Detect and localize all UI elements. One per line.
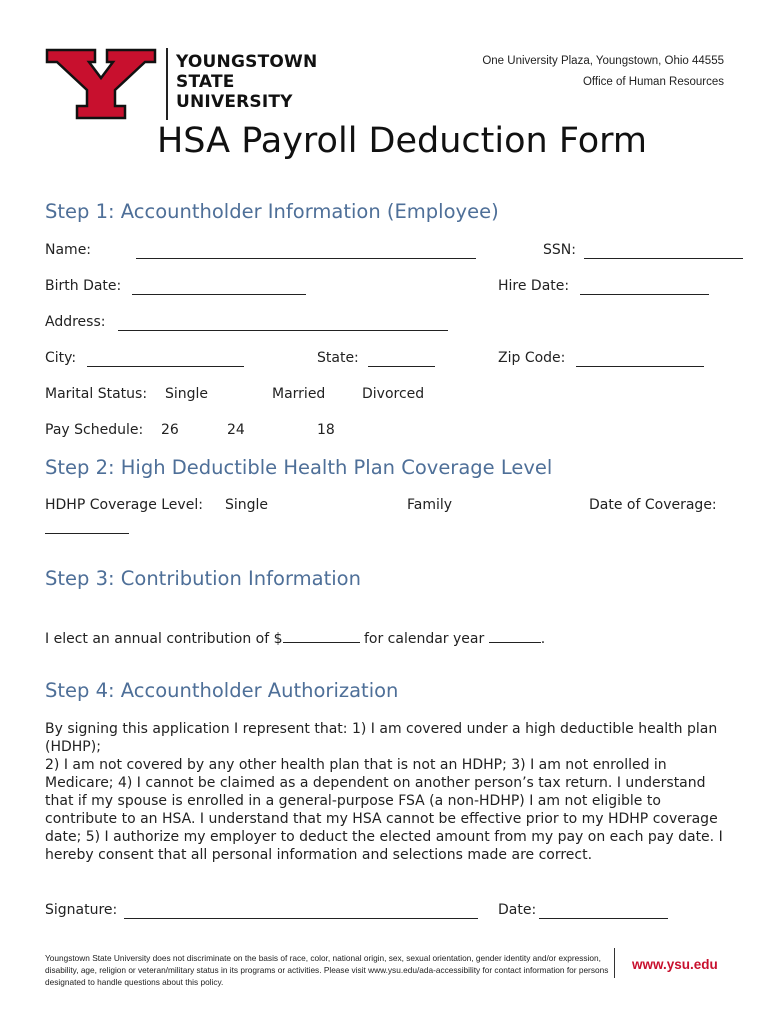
footer-divider xyxy=(614,948,615,978)
authorization-paragraph: By signing this application I represent that: 1) I am covered under a high deductible health plan (HDHP); xyxy=(45,721,718,755)
ysu-logo-icon xyxy=(45,48,157,120)
contribution-sentence xyxy=(45,628,545,647)
state-label: State: xyxy=(317,350,359,366)
pay-option-18[interactable]: 18 xyxy=(317,422,335,438)
signature-date-label: Date: xyxy=(498,902,537,918)
university-line: STATE xyxy=(176,72,235,92)
coverage-level-label: HDHP Coverage Level: xyxy=(45,497,203,513)
form-title: HSA Payroll Deduction Form xyxy=(156,121,648,161)
date-of-coverage-field[interactable] xyxy=(45,519,129,534)
step2-heading: Step 2: High Deductible Health Plan Coverage Level xyxy=(45,456,553,479)
office-name: Office of Human Resources xyxy=(582,76,724,88)
marital-option-married[interactable]: Married xyxy=(272,386,326,402)
birth-date-field[interactable] xyxy=(132,280,306,295)
signature-label: Signature: xyxy=(45,902,118,918)
date-of-coverage-label: Date of Coverage: xyxy=(589,497,717,513)
signature-date-field[interactable] xyxy=(539,904,668,919)
authorization-paragraph: 2) I am not covered by any other health plan that is not an HDHP; 3) I am not enrolled in Medicare; 4) I cannot be claimed as a dependent on another person’s tax return. I understand that if my spouse is enrolled in a general-purpose FSA (a non-HDHP) I am not eligible to contribute to an HSA. I understand that my HSA cannot be effective prior to my HDHP coverage date; 5) I authorize my employer to deduct the elected amount from my pay on each pay date. I hereby consent that all personal information and selections made are correct. xyxy=(45,757,723,863)
marital-option-divorced[interactable]: Divorced xyxy=(362,386,425,402)
university-address: One University Plaza, Youngstown, Ohio 44555 xyxy=(482,55,724,67)
ssn-field[interactable] xyxy=(584,244,743,259)
contribution-text-middle: for calendar year xyxy=(359,631,489,647)
calendar-year-field[interactable] xyxy=(489,628,541,643)
contribution-text-after: . xyxy=(540,631,546,647)
step4-heading: Step 4: Accountholder Authorization xyxy=(45,679,399,702)
name-field[interactable] xyxy=(136,244,476,259)
authorization-text xyxy=(45,720,735,864)
non-discrimination-notice: Youngstown State University does not discriminate on the basis of race, color, national origin, sex, sexual orientation, gender identity and/or expression, disability, age, religion or veteran/military status in its programs or activities. Please visit www.ysu.edu/ada-accessibility for contact information for persons designated to handle questions about this policy. xyxy=(45,953,609,987)
name-label: Name: xyxy=(45,242,92,258)
coverage-option-single[interactable]: Single xyxy=(225,497,269,513)
marital-option-single[interactable]: Single xyxy=(165,386,209,402)
ssn-label: SSN: xyxy=(543,242,576,258)
contribution-text-before: I elect an annual contribution of $ xyxy=(45,631,283,647)
address-field[interactable] xyxy=(118,316,448,331)
website-link[interactable]: www.ysu.edu xyxy=(632,957,718,972)
city-label: City: xyxy=(45,350,77,366)
hire-date-label: Hire Date: xyxy=(498,278,570,294)
marital-status-label: Marital Status: xyxy=(45,386,148,402)
pay-option-24[interactable]: 24 xyxy=(227,422,245,438)
coverage-option-family[interactable]: Family xyxy=(407,497,453,513)
university-name xyxy=(176,52,317,112)
step1-heading: Step 1: Accountholder Information (Employee) xyxy=(45,200,499,223)
university-line: YOUNGSTOWN xyxy=(176,52,318,72)
birth-date-label: Birth Date: xyxy=(45,278,122,294)
hire-date-field[interactable] xyxy=(580,280,709,295)
zip-field[interactable] xyxy=(576,352,704,367)
logo-divider xyxy=(166,48,168,120)
university-line: UNIVERSITY xyxy=(176,92,293,112)
address-label: Address: xyxy=(45,314,106,330)
step3-heading: Step 3: Contribution Information xyxy=(45,567,361,590)
pay-schedule-label: Pay Schedule: xyxy=(45,422,144,438)
contribution-amount-field[interactable] xyxy=(283,628,360,643)
city-field[interactable] xyxy=(87,352,244,367)
signature-field[interactable] xyxy=(124,904,478,919)
state-field[interactable] xyxy=(368,352,435,367)
pay-option-26[interactable]: 26 xyxy=(161,422,179,438)
zip-label: Zip Code: xyxy=(498,350,566,366)
